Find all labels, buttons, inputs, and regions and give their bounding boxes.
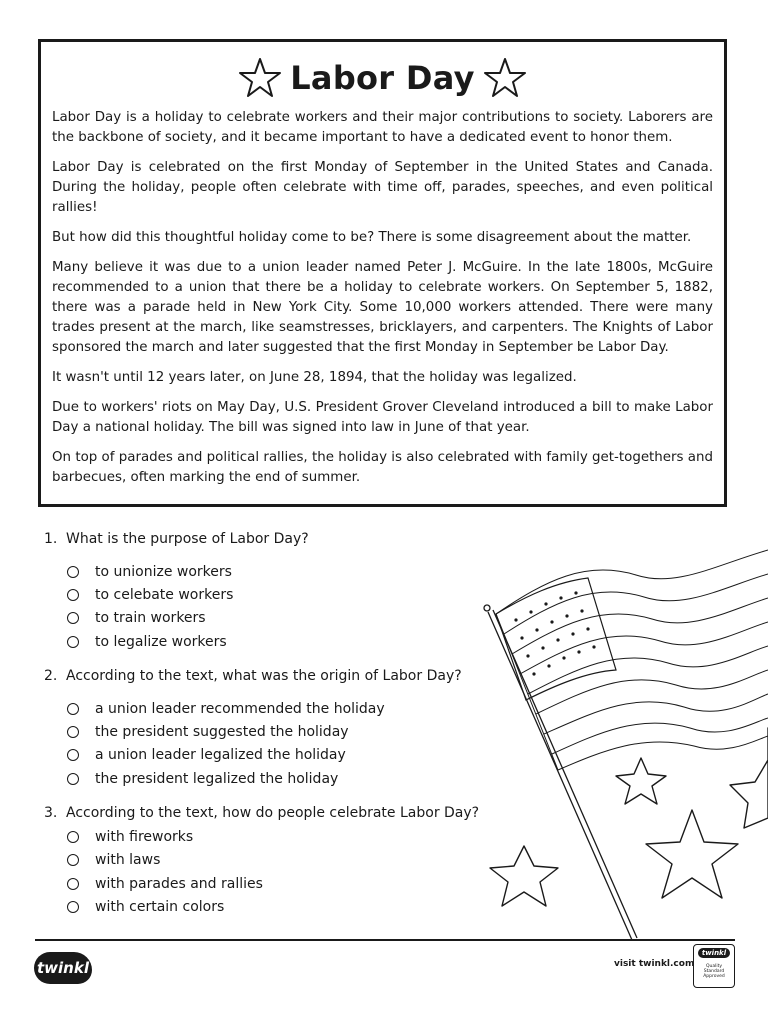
quality-badge [693, 944, 735, 988]
question-1-options [44, 560, 504, 653]
answer-option[interactable] [67, 607, 504, 630]
page-title: Labor Day [290, 59, 475, 97]
paragraph: Labor Day is a holiday to celebrate workers and their major contributions to society. Laborers are the backbone of society, and it became important to have a dedicated event to honor them. [52, 110, 713, 145]
option-label: to legalize workers [95, 633, 227, 650]
answer-option[interactable] [67, 697, 504, 720]
radio-circle-icon[interactable] [67, 726, 79, 738]
answer-option[interactable] [67, 767, 504, 790]
question-2 [44, 666, 504, 686]
question-2-options [44, 697, 504, 790]
question-1 [44, 529, 504, 549]
star-icon [238, 56, 282, 100]
option-label: to train workers [95, 610, 206, 627]
star-icon [616, 758, 666, 804]
answer-option[interactable] [67, 825, 504, 848]
option-label: with laws [95, 852, 161, 869]
footer-divider [35, 939, 735, 941]
paragraph: Many believe it was due to a union leader named Peter J. McGuire. In the late 1800s, McGuire recommended to a union that there be a holiday to celebrate workers. On September 5, 1882, there was a parade held in New York City. Some 10,000 workers attended. There were many trades present at the march, like seamstresses, bricklayers, and carpenters. The Knights of Labor sponsored the march and later suggested that the first Monday in September be Labor Day. [52, 260, 713, 355]
answer-option[interactable] [67, 583, 504, 606]
flag-stars-pattern [514, 591, 595, 675]
answer-option[interactable] [67, 849, 504, 872]
paragraph: But how did this thoughtful holiday come to be? There is some disagreement about the matter. [52, 230, 692, 245]
option-label: with fireworks [95, 829, 194, 846]
flag-and-stars-illustration [476, 520, 768, 944]
option-label: a union leader legalized the holiday [95, 747, 346, 764]
question-3 [44, 803, 504, 823]
paragraph: On top of parades and political rallies, the holiday is also celebrated with family get-togethers and barbecues, often marking the end of summer. [52, 450, 713, 485]
radio-circle-icon[interactable] [67, 901, 79, 913]
option-label: with certain colors [95, 898, 225, 915]
paragraph: Due to workers' riots on May Day, U.S. President Grover Cleveland introduced a bill to make Labor Day a national holiday. The bill was signed into law in June of that year. [52, 400, 713, 435]
question-text: According to the text, what was the origin of Labor Day? [66, 668, 462, 685]
answer-option[interactable] [67, 744, 504, 767]
radio-circle-icon[interactable] [67, 854, 79, 866]
badge-text: Quality Standard Approved [703, 964, 725, 979]
question-text: What is the purpose of Labor Day? [66, 531, 309, 547]
badge-logo: twinkl [698, 948, 730, 958]
question-text: According to the text, how do people celebrate Labor Day? [66, 805, 480, 822]
question-number: 1. [44, 531, 58, 547]
answer-option[interactable] [67, 630, 504, 653]
option-label: to celebate workers [95, 586, 234, 603]
option-label: a union leader recommended the holiday [95, 700, 385, 717]
flagpole-icon [484, 605, 637, 940]
question-number: 2. [44, 668, 58, 685]
answer-option[interactable] [67, 895, 504, 918]
american-flag-icon [496, 550, 768, 770]
radio-circle-icon[interactable] [67, 831, 79, 843]
radio-circle-icon[interactable] [67, 749, 79, 761]
option-label: to unionize workers [95, 563, 232, 580]
question-3-options [44, 825, 504, 918]
radio-circle-icon[interactable] [67, 636, 79, 648]
questions-section [44, 529, 504, 919]
radio-circle-icon[interactable] [67, 612, 79, 624]
radio-circle-icon[interactable] [67, 878, 79, 890]
title-row [52, 52, 713, 104]
answer-option[interactable] [67, 872, 504, 895]
paragraph: Labor Day is celebrated on the first Monday of September in the United States and Canada. During the holiday, people often celebrate with time off, parades, speeches, and even political rallies! [52, 160, 713, 215]
option-label: the president legalized the holiday [95, 770, 339, 787]
reading-passage [38, 39, 727, 507]
answer-option[interactable] [67, 560, 504, 583]
twinkl-logo[interactable]: twinkl [34, 952, 92, 984]
visit-link[interactable]: visit twinkl.com [614, 959, 695, 969]
radio-circle-icon[interactable] [67, 773, 79, 785]
answer-option[interactable] [67, 720, 504, 743]
question-number: 3. [44, 805, 58, 822]
radio-circle-icon[interactable] [67, 589, 79, 601]
decorative-stars [490, 728, 768, 906]
star-icon [483, 56, 527, 100]
star-icon [490, 846, 558, 906]
star-icon [646, 810, 738, 898]
radio-circle-icon[interactable] [67, 566, 79, 578]
paragraph: It wasn't until 12 years later, on June 28, 1894, that the holiday was legalized. [52, 370, 577, 385]
option-label: the president suggested the holiday [95, 724, 349, 741]
option-label: with parades and rallies [95, 875, 263, 892]
radio-circle-icon[interactable] [67, 703, 79, 715]
